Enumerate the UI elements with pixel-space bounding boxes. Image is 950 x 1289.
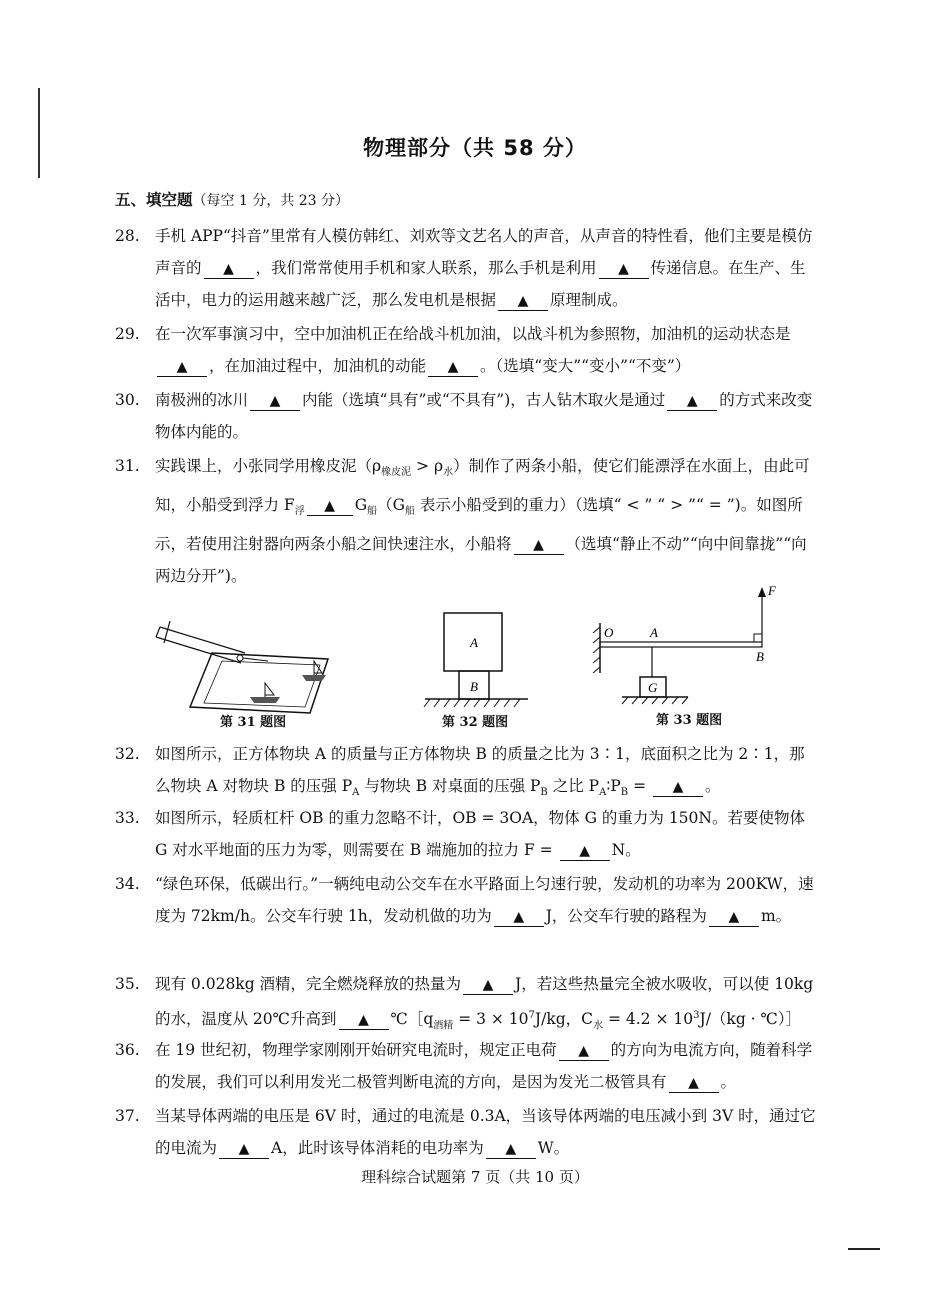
question-text: （G xyxy=(377,496,405,515)
question-text: = 4.2 × 10 xyxy=(603,1010,694,1029)
question-text: J/kg，C xyxy=(534,1010,594,1029)
question-text: 。（选填“变大”“变小”“不变”） xyxy=(480,357,691,375)
question-36 xyxy=(115,1034,820,1098)
superscript: 7 xyxy=(528,1010,535,1021)
question-number: 34. xyxy=(115,875,140,893)
question-33 xyxy=(115,802,820,866)
question-text: 的方向为电流方向，随着科学的发展，我们可以利用发光二极管判断电流的方向，是因为发光二极管具有 xyxy=(155,1041,813,1091)
figure-33-diagram xyxy=(588,585,788,715)
weight-g-label: G xyxy=(648,680,658,695)
question-text: 的方式来改变物体内能的。 xyxy=(155,391,813,441)
answer-blank[interactable]: ▲ xyxy=(599,260,649,279)
answer-blank[interactable]: ▲ xyxy=(463,976,513,995)
question-text: （选填“静止不动”“向中间靠拢”“向两边分开”)。 xyxy=(155,535,807,586)
answer-blank[interactable]: ▲ xyxy=(498,292,548,311)
question-text: 当某导体两端的电压是 6V 时，通过的电流是 0.3A，当该导体两端的电压减小到 3V 时，通过它的电流为 xyxy=(155,1107,816,1157)
subscript: A xyxy=(352,787,360,799)
question-text: ，在加油过程中，加油机的动能 xyxy=(209,357,427,375)
answer-blank[interactable]: ▲ xyxy=(494,908,544,927)
question-29 xyxy=(115,318,820,382)
question-28 xyxy=(115,220,820,316)
answer-blank[interactable]: ▲ xyxy=(653,778,703,797)
point-a-label: A xyxy=(650,625,658,640)
figure-32-caption: 第 32 题图 xyxy=(442,715,509,730)
question-34 xyxy=(115,868,820,932)
superscript: 3 xyxy=(693,1010,700,1021)
subscript: 水 xyxy=(593,1020,604,1032)
question-text: 之比 P xyxy=(547,777,600,795)
answer-blank[interactable]: ▲ xyxy=(204,260,254,279)
question-text: J，公交车行驶的路程为 xyxy=(545,907,707,925)
question-text: 南极洲的冰川 xyxy=(155,391,249,409)
question-text: 实践课上，小张同学用橡皮泥（ρ xyxy=(155,457,382,475)
question-text: J，若这些热量完全被水吸收，可以使 10kg 的水，温度从 20℃升高到 xyxy=(155,975,814,1029)
question-text: 传递信息。在生产、生活中，电力的运用越来越广泛，那么发电机是根据 xyxy=(155,259,806,309)
point-b-label: B xyxy=(756,649,764,664)
force-f-label: F xyxy=(768,585,776,598)
answer-blank[interactable]: ▲ xyxy=(339,1011,389,1030)
question-number: 35. xyxy=(115,975,140,993)
block-a-label: A xyxy=(470,635,478,650)
question-text: 与物块 B 对桌面的压强 P xyxy=(359,777,541,795)
question-number: 32. xyxy=(115,745,140,763)
question-text: = xyxy=(628,777,651,795)
question-text: 。 xyxy=(704,777,721,795)
footer-rule xyxy=(848,1248,880,1250)
point-o-label: O xyxy=(604,625,614,640)
question-text: N。 xyxy=(611,841,641,859)
question-text: > ρ xyxy=(411,457,444,475)
answer-blank[interactable]: ▲ xyxy=(514,536,564,555)
page-title: 物理部分（共 58 分） xyxy=(363,136,587,160)
question-text: 如图所示，轻质杠杆 OB 的重力忽略不计，OB = 3OA，物体 G 的重力为 150N。若要使物体 G 对水平地面的压力为零，则需要在 B 端施加的拉力 F = xyxy=(155,809,805,859)
subscript: 浮 xyxy=(294,506,305,518)
question-text: 在 19 世纪初，物理学家刚刚开始研究电流时，规定正电荷 xyxy=(155,1041,557,1059)
question-text: 如图所示，正方体物块 A 的质量与正方体物块 B 的质量之比为 3∶1，底面积之比为 2∶1，那么物块 A 对物块 B 的压强 P xyxy=(155,745,805,795)
question-30 xyxy=(115,384,820,448)
section-label: 五、填空题 xyxy=(115,191,193,209)
answer-blank[interactable]: ▲ xyxy=(307,497,353,516)
answer-blank[interactable]: ▲ xyxy=(669,1074,719,1093)
subscript: B xyxy=(620,787,629,799)
question-text: ）制作了两条小船，使它们能漂浮在水面上，由此可知，小船受到浮力 F xyxy=(155,457,810,515)
question-text: 在一次军事演习中，空中加油机正在给战斗机加油，以战斗机为参照物，加油机的运动状态是 xyxy=(155,325,791,343)
block-b-label: B xyxy=(470,679,478,694)
question-text: m。 xyxy=(760,907,792,925)
subscript: A xyxy=(599,787,607,799)
question-35 xyxy=(115,968,820,1042)
question-number: 31. xyxy=(115,457,140,475)
subscript: 橡皮泥 xyxy=(381,467,412,479)
question-text: “绿色环保，低碳出行。”一辆纯电动公交车在水平路面上匀速行驶，发动机的功率为 200KW，速度为 72km/h。公交车行驶 1h，发动机做的功为 xyxy=(155,875,814,925)
figure-row xyxy=(150,585,830,735)
answer-blank[interactable]: ▲ xyxy=(667,392,717,411)
question-32 xyxy=(115,738,820,809)
question-text: G xyxy=(354,496,368,515)
answer-blank[interactable]: ▲ xyxy=(157,358,207,377)
subscript: 水 xyxy=(443,467,454,479)
question-number: 36. xyxy=(115,1041,140,1059)
question-text: J/（kg · ℃）］ xyxy=(699,1010,802,1029)
subscript: 船 xyxy=(367,506,378,518)
question-text: ，我们常常使用手机和家人联系，那么手机是利用 xyxy=(255,259,597,277)
question-text: 表示小船受到的重力）（选填“ < ” “ > ”“ = ”)。如图所示，若使用注射器向两条小船之间快速注水，小船将 xyxy=(155,496,803,554)
answer-blank[interactable]: ▲ xyxy=(219,1140,269,1159)
question-text: W。 xyxy=(537,1139,570,1157)
question-text: 手机 APP“抖音”里常有人模仿韩红、刘欢等文艺名人的声音，从声音的特性看，他们主要是模仿声音的 xyxy=(155,227,813,277)
question-number: 33. xyxy=(115,809,140,827)
question-text: 现有 0.028kg 酒精，完全燃烧释放的热量为 xyxy=(155,975,462,993)
question-text: ∶P xyxy=(606,777,621,795)
figure-33-caption: 第 33 题图 xyxy=(656,713,723,728)
answer-blank[interactable]: ▲ xyxy=(428,358,478,377)
question-number: 37. xyxy=(115,1107,140,1125)
figure-31-caption: 第 31 题图 xyxy=(220,715,287,730)
answer-blank[interactable]: ▲ xyxy=(560,842,610,861)
subscript: B xyxy=(540,787,548,799)
question-31 xyxy=(115,450,820,592)
answer-blank[interactable]: ▲ xyxy=(559,1042,609,1061)
question-text: = 3 × 10 xyxy=(453,1010,529,1029)
figure-31-diagram xyxy=(150,615,330,715)
question-number: 28. xyxy=(115,227,140,245)
section-note: （每空 1 分，共 23 分） xyxy=(192,193,350,209)
question-text: 。 xyxy=(720,1073,737,1091)
question-text: ℃［q xyxy=(390,1010,434,1029)
answer-blank[interactable]: ▲ xyxy=(250,392,300,411)
question-number: 30. xyxy=(115,391,140,409)
subscript: 酒精 xyxy=(433,1020,454,1032)
figure-32-diagram xyxy=(420,611,540,711)
question-number: 29. xyxy=(115,325,140,343)
answer-blank[interactable]: ▲ xyxy=(709,908,759,927)
question-text: A，此时该导体消耗的电功率为 xyxy=(271,1139,484,1157)
question-37 xyxy=(115,1100,820,1164)
answer-blank[interactable]: ▲ xyxy=(486,1140,536,1159)
question-text: 内能（选填“具有”或“不具有”)，古人钻木取火是通过 xyxy=(302,391,666,409)
page-footer: 理科综合试题第 7 页（共 10 页） xyxy=(361,1168,589,1186)
question-text: 原理制成。 xyxy=(550,291,628,309)
subscript: 船 xyxy=(404,506,415,518)
section-heading xyxy=(115,188,349,210)
